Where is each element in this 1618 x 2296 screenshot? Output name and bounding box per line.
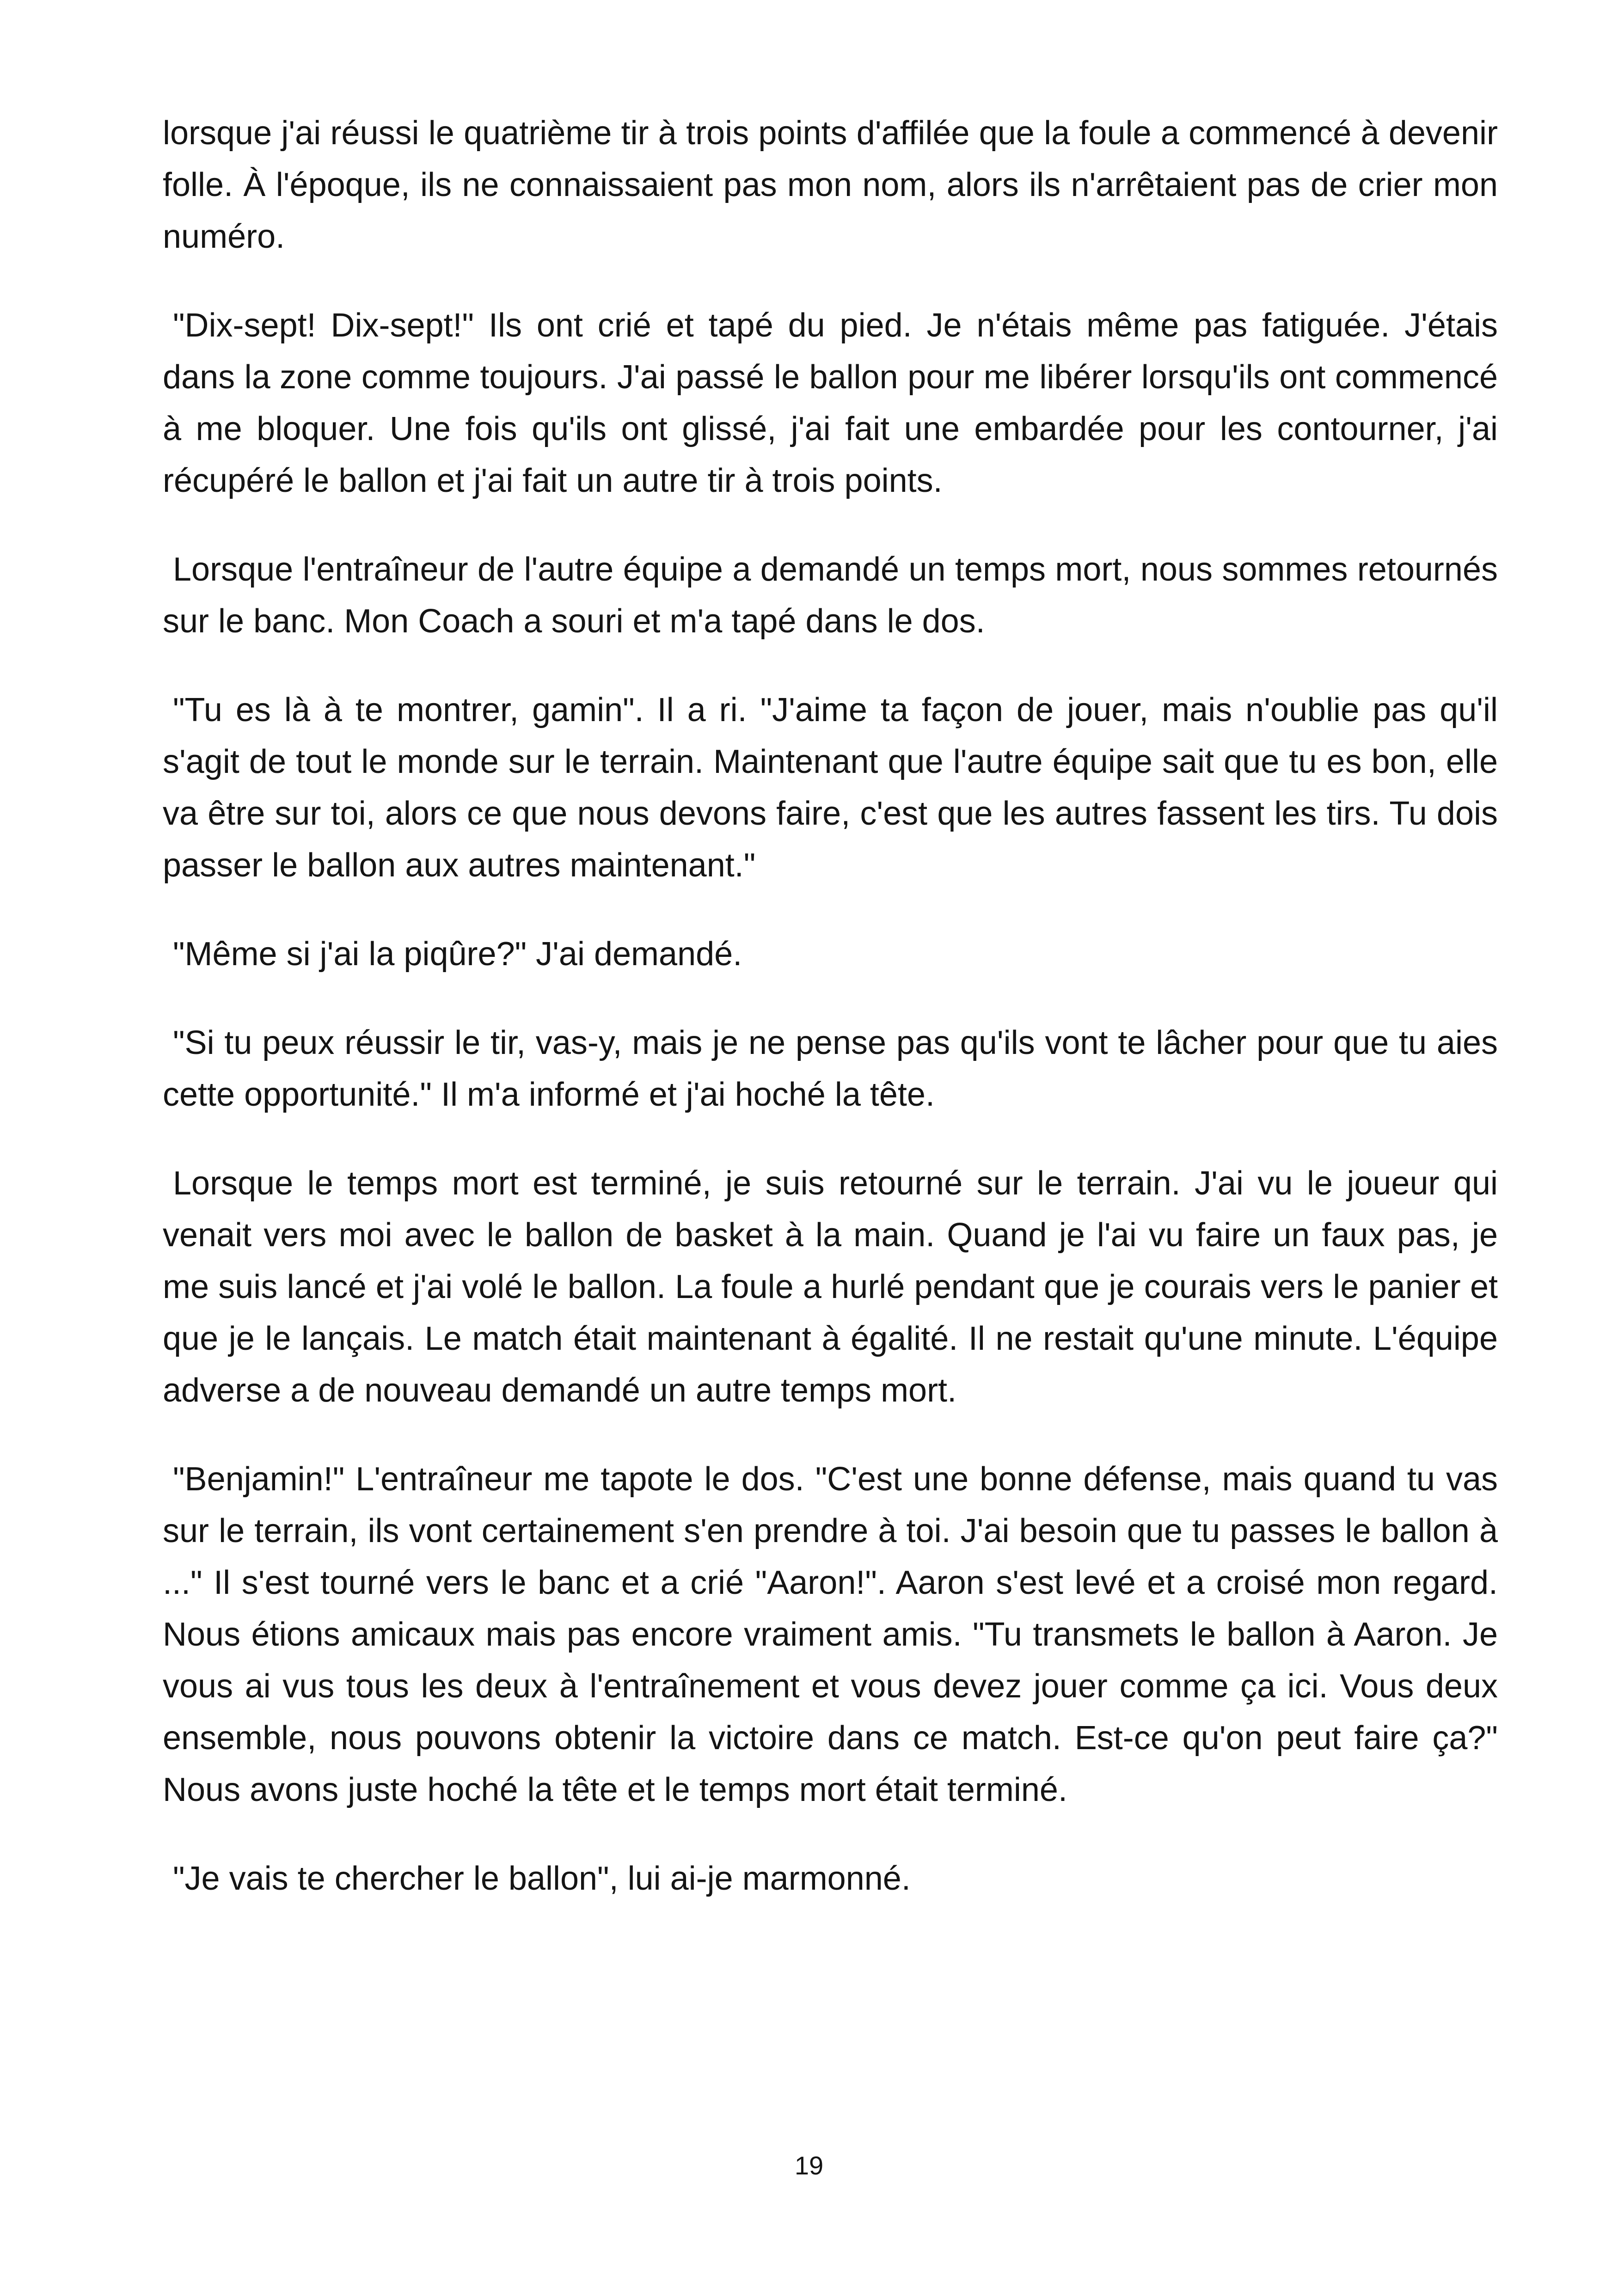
paragraph: "Même si j'ai la piqûre?" J'ai demandé.	[173, 936, 742, 973]
paragraph: "Je vais te chercher le ballon", lui ai-je marmonné.	[173, 1860, 911, 1897]
paragraph: "Benjamin!" L'entraîneur me tapote le dos. "C'est une bonne défense, mais quand tu vas sur le terrain, ils vont certainement s'en prendre à toi. J'ai besoin que tu passes le ballon à ..." Il s'est tourné vers le banc et a crié "Aaron!". Aaron s'est levé et a croisé mon regard. Nous étions amicaux mais pas encore vraiment amis. "Tu transmets le ballon à Aaron. Je vous ai vus tous les deux à l'entraînement et vous devez jouer comme ça ici. Vous deux ensemble, nous pouvons obtenir la victoire dans ce match. Est-ce qu'on peut faire ça?" Nous avons juste hoché la tête et le temps mort était terminé.	[163, 1461, 1498, 1808]
paragraph: Lorsque le temps mort est terminé, je suis retourné sur le terrain. J'ai vu le joueur qui venait vers moi avec le ballon de basket à la main. Quand je l'ai vu faire un faux pas, je me suis lancé et j'ai volé le ballon. La foule a hurlé pendant que je courais vers le panier et que je le lançais. Le match était maintenant à égalité. Il ne restait qu'une minute. L'équipe adverse a de nouveau demandé un autre temps mort.	[163, 1165, 1498, 1409]
page-number: 19	[794, 2151, 824, 2180]
paragraph: Lorsque l'entraîneur de l'autre équipe a demandé un temps mort, nous sommes retournés sur le banc. Mon Coach a souri et m'a tapé dans le dos.	[163, 551, 1498, 640]
paragraph: "Tu es là à te montrer, gamin". Il a ri. "J'aime ta façon de jouer, mais n'oublie pas qu'il s'agit de tout le monde sur le terrain. Maintenant que l'autre équipe sait que tu es bon, elle va être sur toi, alors ce que nous devons faire, c'est que les autres fassent les tirs. Tu dois passer le ballon aux autres maintenant."	[163, 692, 1498, 884]
paragraph: lorsque j'ai réussi le quatrième tir à trois points d'affilée que la foule a commencé à devenir folle. À l'époque, ils ne connaissaient pas mon nom, alors ils n'arrêtaient pas de crier mon numéro.	[163, 115, 1498, 255]
body-text	[163, 107, 1498, 1904]
paragraph: "Dix-sept! Dix-sept!" Ils ont crié et tapé du pied. Je n'étais même pas fatiguée. J'étais dans la zone comme toujours. J'ai passé le ballon pour me libérer lorsqu'ils ont commencé à me bloquer. Une fois qu'ils ont glissé, j'ai fait une embardée pour les contourner, j'ai récupéré le ballon et j'ai fait un autre tir à trois points.	[163, 307, 1498, 499]
paragraph: "Si tu peux réussir le tir, vas-y, mais je ne pense pas qu'ils vont te lâcher pour que tu aies cette opportunité." Il m'a informé et j'ai hoché la tête.	[163, 1024, 1498, 1113]
